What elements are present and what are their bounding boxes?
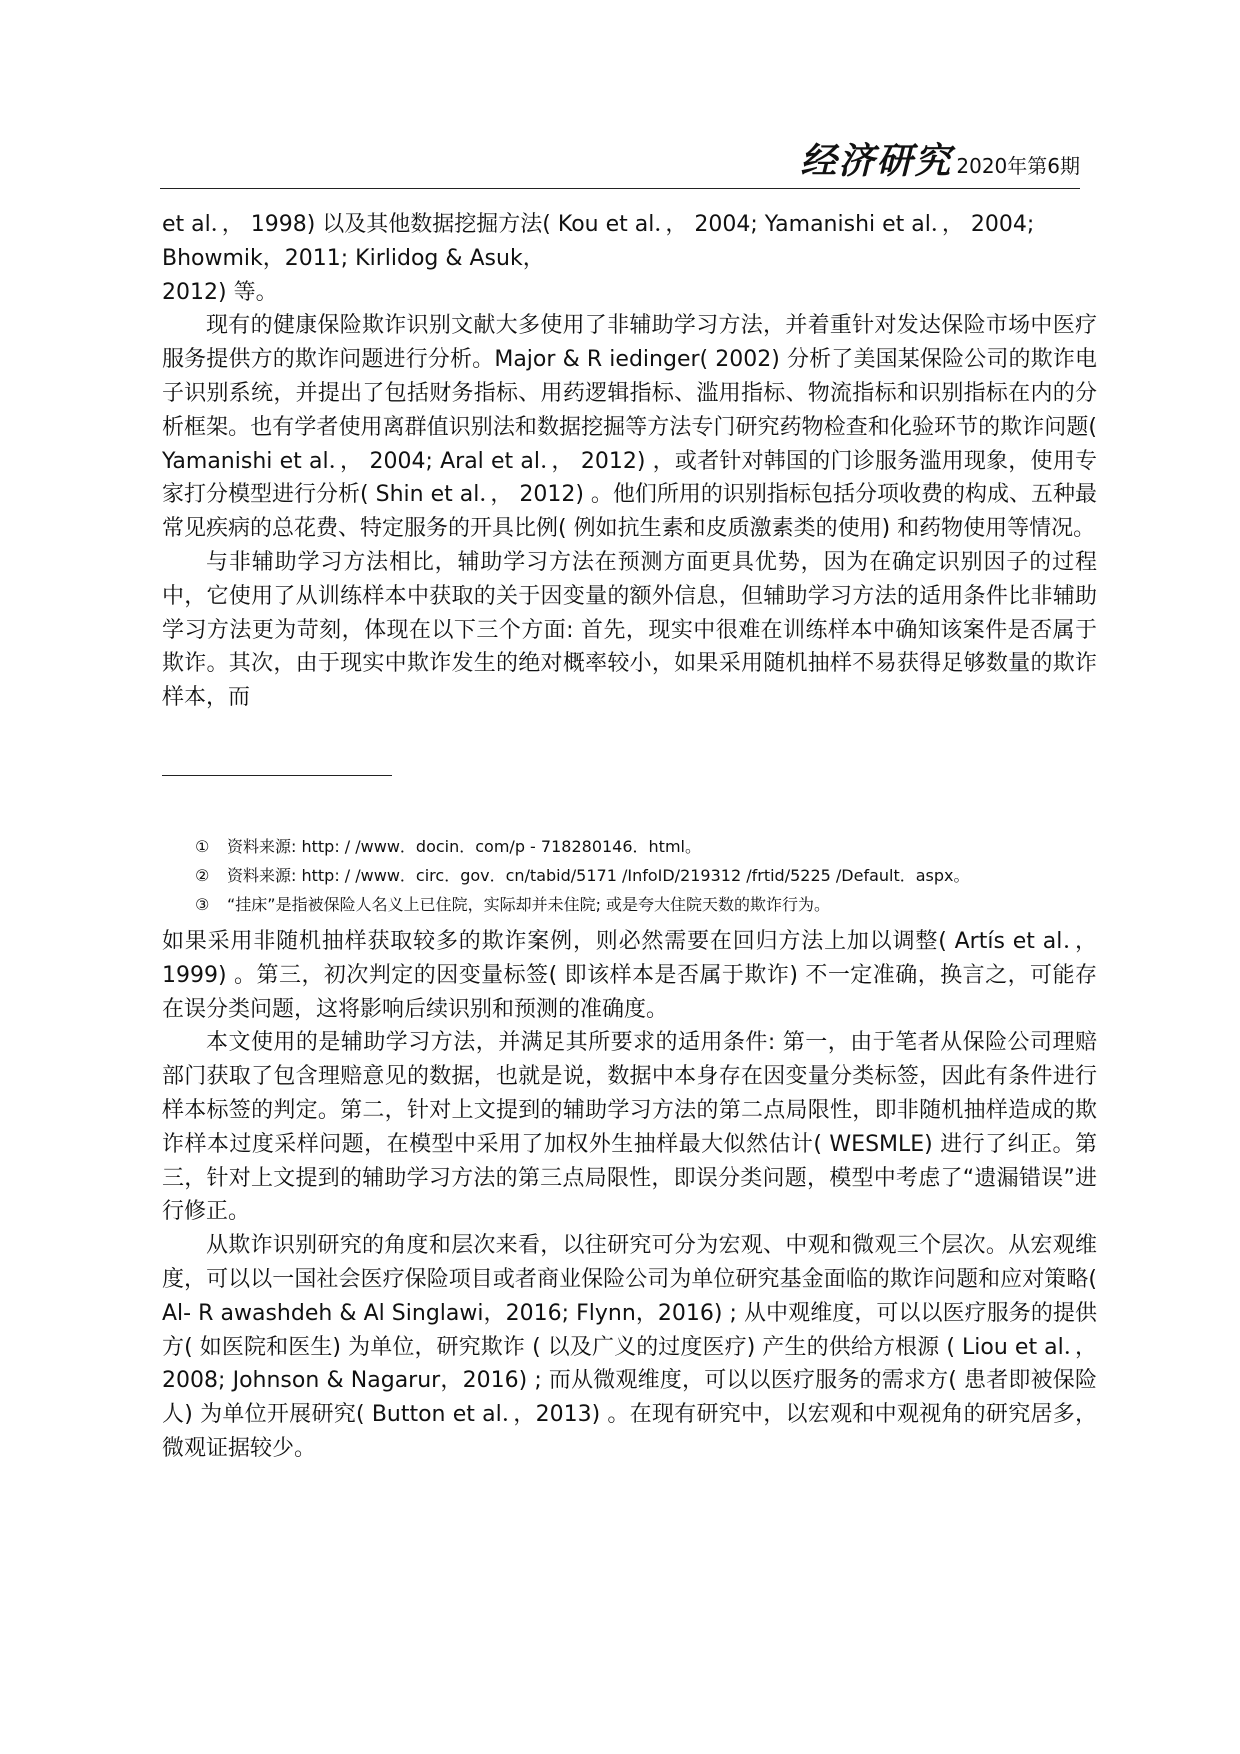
body-text-top [162,208,1097,715]
footnote-2 [195,861,1095,890]
paragraph-misclassification: 如果采用非随机抽样获取较多的欺诈案例，则必然需要在回归方法上加以调整( Artís et al．，1999) 。第三，初次判定的因变量标签( 即该样本是否属于欺诈) 不一定准确，换言之，可能存在误分类问题，这将影响后续识别和预测的准确度。 [162,929,1097,1022]
paragraph-continued-line3: 2012) 等。 [162,279,278,305]
paragraph-levels-of-research: 从欺诈识别研究的角度和层次来看，以往研究可分为宏观、中观和微观三个层次。从宏观维度，可以以一国社会医疗保险项目或者商业保险公司为单位研究基金面临的欺诈问题和应对策略( Al- R awashdeh & Al Singlawi，2016; Flynn，2016) ; 从中观维度，可以以医疗服务的提供方( 如医院和医生) 为单位，研究欺诈 ( 以及广义的过度医疗) 产生的供给方根源 ( Liou et al．，2008; Johnson & Nagarur，2016) ; 而从微观维度，可以以医疗服务的需求方( 患者即被保险人) 为单位开展研究( Button et al．，2013) 。在现有研究中，以宏观和中观视角的研究居多，微观证据较少。 [162,1233,1097,1461]
footnote-text: 资料来源: http: / /www．docin．com/p - 718280146．html。 [227,837,701,856]
footnotes [195,832,1095,919]
body-text-bottom [162,925,1097,1466]
running-header [160,140,1080,189]
paragraph-this-study: 本文使用的是辅助学习方法，并满足其所要求的适用条件: 第一，由于笔者从保险公司理赔部门获取了包含理赔意见的数据，也就是说，数据中本身存在因变量分类标签，因此有条件进行样本标签的判定。第二，针对上文提到的辅助学习方法的第二点局限性，即非随机抽样造成的欺诈样本过度采样问题，在模型中采用了加权外生抽样最大似然估计( WESMLE) 进行了纠正。第三，针对上文提到的辅助学习方法的第三点局限性，即误分类问题，模型中考虑了“遗漏错误”进行修正。 [162,1030,1097,1225]
footnote-text: 资料来源: http: / /www．circ．gov．cn/tabid/5171 /InfoID/219312 /frtid/5225 /Default．aspx。 [227,866,970,885]
footnote-marker: ② [195,866,210,885]
footnote-3 [195,890,1095,919]
paragraph-continued-line1: et al．， 1998) 以及其他数据挖掘方法( Kou et al．， 2004; Yamanishi et al．， 2004; [162,212,1035,237]
journal-brand [800,133,1080,184]
footnote-marker: ① [195,837,210,856]
journal-name: 经济研究 [800,140,953,182]
footnote-divider [162,775,392,776]
paragraph-supervised-methods: 与非辅助学习方法相比，辅助学习方法在预测方面更具优势，因为在确定识别因子的过程中，它使用了从训练样本中获取的关于因变量的额外信息，但辅助学习方法的适用条件比非辅助学习方法更为苛刻，体现在以下三个方面: 首先，现实中很难在训练样本中确知该案件是否属于欺诈。其次，由于现实中欺诈发生的绝对概率较小，如果采用随机抽样不易获得足够数量的欺诈样本，而 [162,549,1097,711]
footnote-marker: ③ [195,895,210,914]
paragraph-nonsupervised-methods: 现有的健康保险欺诈识别文献大多使用了非辅助学习方法，并着重针对发达保险市场中医疗服务提供方的欺诈问题进行分析。Major & R iedinger( 2002) 分析了美国某保险公司的欺诈电子识别系统，并提出了包括财务指标、用药逻辑指标、滥用指标、物流指标和识别指标在内的分析框架。也有学者使用离群值识别法和数据挖掘等方法专门研究药物检查和化验环节的欺诈问题( Yamanishi et al．， 2004; Aral et al．， 2012) ，或者针对韩国的门诊服务滥用现象，使用专家打分模型进行分析( Shin et al．， 2012) 。他们所用的识别指标包括分项收费的构成、五种最常见疾病的总花费、特定服务的开具比例( 例如抗生素和皮质激素类的使用) 和药物使用等情况。 [162,313,1097,542]
footnote-text: “挂床”是指被保险人名义上已住院，实际却并未住院; 或是夸大住院天数的欺诈行为。 [227,895,831,914]
footnote-1 [195,832,1095,861]
paragraph-continued-line2: Bhowmik，2011; Kirlidog & Asuk， [162,245,545,271]
issue-label: 2020年第6期 [956,154,1080,178]
